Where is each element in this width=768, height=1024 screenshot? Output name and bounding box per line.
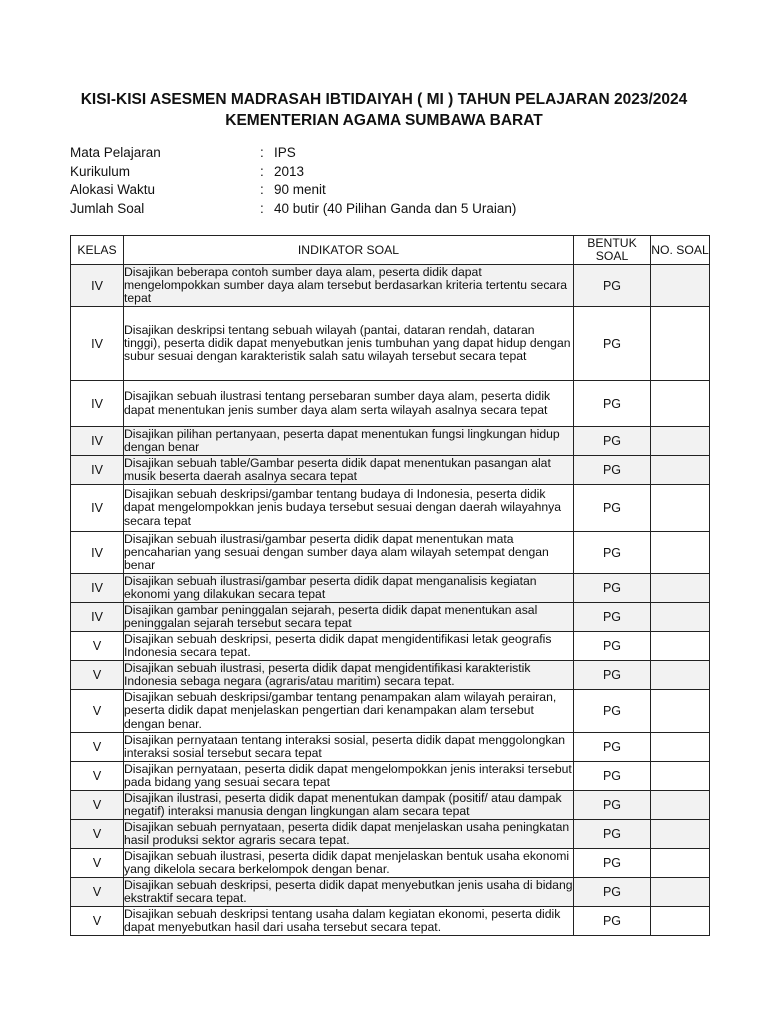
cell-kelas: V: [71, 632, 124, 661]
cell-indikator: Disajikan ilustrasi, peserta didik dapat menentukan dampak (positif/ atau dampak negatif) interaksi manusia dengan lingkungan alam secara tepat: [124, 791, 574, 820]
cell-indikator: Disajikan gambar peninggalan sejarah, peserta didik dapat menentukan asal peninggalan sejarah tersebut secara tepat: [124, 603, 574, 632]
cell-no-soal: [651, 456, 710, 485]
document-title: [0, 89, 768, 131]
table-row: [71, 907, 710, 936]
header-bentuk: BENTUK SOAL: [574, 236, 651, 265]
cell-bentuk: PG: [574, 381, 651, 427]
cell-bentuk: PG: [574, 907, 651, 936]
table-body: [71, 265, 710, 936]
table-row: [71, 661, 710, 690]
table-row: [71, 574, 710, 603]
table-header-row: [71, 236, 710, 265]
cell-bentuk: PG: [574, 532, 651, 574]
cell-bentuk: PG: [574, 456, 651, 485]
table-row: [71, 603, 710, 632]
meta-colon: :: [260, 163, 264, 179]
cell-kelas: IV: [71, 532, 124, 574]
meta-label: Mata Pelajaran: [70, 145, 161, 160]
meta-value: 90 menit: [274, 182, 326, 198]
cell-no-soal: [651, 907, 710, 936]
cell-no-soal: [651, 661, 710, 690]
meta-value: 2013: [274, 163, 305, 179]
cell-no-soal: [651, 762, 710, 791]
cell-kelas: IV: [71, 381, 124, 427]
title-line-1: KISI-KISI ASESMEN MADRASAH IBTIDAIYAH ( MI ) TAHUN PELAJARAN 2023/2024: [80, 91, 688, 108]
header-no: NO. SOAL: [651, 236, 710, 265]
table-row: [71, 532, 710, 574]
cell-bentuk: PG: [574, 878, 651, 907]
cell-no-soal: [651, 307, 710, 381]
meta-value: IPS: [274, 145, 296, 160]
cell-no-soal: [651, 532, 710, 574]
cell-indikator: Disajikan sebuah deskripsi tentang usaha dalam kegiatan ekonomi, peserta didik dapat menyebutkan hasil dari usaha tersebut secara tepat.: [124, 907, 574, 936]
cell-kelas: V: [71, 690, 124, 733]
cell-indikator: Disajikan sebuah ilustrasi, peserta didik dapat menjelaskan bentuk usaha ekonomi yang dikelola secara berkelompok dengan benar.: [124, 849, 574, 878]
cell-indikator: Disajikan deskripsi tentang sebuah wilayah (pantai, dataran rendah, dataran tinggi), peserta didik dapat menyebutkan jenis tumbuhan yang dapat hidup dengan subur sesuai dengan karakteristik salah satu wilayah tersebut secara tepat: [124, 307, 574, 381]
cell-no-soal: [651, 574, 710, 603]
table-row: [71, 733, 710, 762]
cell-indikator: Disajikan sebuah ilustrasi, peserta didik dapat mengidentifikasi karakteristik Indonesia sebaga negara (agraris/atau maritim) secara tepat.: [124, 661, 574, 690]
cell-no-soal: [651, 381, 710, 427]
cell-kelas: V: [71, 907, 124, 936]
cell-bentuk: PG: [574, 574, 651, 603]
cell-indikator: Disajikan sebuah deskripsi, peserta didik dapat menyebutkan jenis usaha di bidang ekstraktif secara tepat.: [124, 877, 573, 905]
cell-no-soal: [651, 427, 710, 456]
table-row: [71, 307, 710, 381]
cell-kelas: IV: [71, 574, 124, 603]
cell-bentuk: PG: [574, 307, 651, 381]
cell-no-soal: [651, 265, 710, 307]
cell-bentuk: PG: [574, 733, 651, 762]
cell-bentuk: PG: [574, 762, 651, 791]
table-row: [71, 820, 710, 849]
table-row: [71, 762, 710, 791]
meta-row-subject: [70, 144, 516, 163]
cell-bentuk: PG: [574, 849, 651, 878]
cell-bentuk: PG: [574, 603, 651, 632]
table-row: [71, 265, 710, 307]
cell-bentuk: PG: [574, 690, 651, 733]
meta-colon: :: [260, 145, 264, 160]
cell-indikator: Disajikan sebuah deskripsi/gambar tentang budaya di Indonesia, peserta didik dapat mengelompokkan jenis budaya tersebut sesuai dengan daerah wilayahnya secara tepat: [124, 485, 574, 532]
table-row: [71, 878, 710, 907]
cell-bentuk: PG: [574, 265, 651, 307]
cell-bentuk: PG: [574, 820, 651, 849]
document-meta: [70, 144, 516, 219]
cell-no-soal: [651, 632, 710, 661]
title-line-2: KEMENTERIAN AGAMA SUMBAWA BARAT: [225, 112, 543, 129]
cell-kelas: V: [71, 849, 124, 878]
cell-indikator: Disajikan beberapa contoh sumber daya alam, peserta didik dapat mengelompokkan sumber daya alam tersebut berdasarkan kriteria tertentu secara tepat: [124, 265, 574, 307]
cell-kelas: IV: [71, 427, 124, 456]
header-kelas: KELAS: [71, 236, 124, 265]
meta-row-count: [70, 200, 516, 219]
cell-no-soal: [651, 820, 710, 849]
meta-label: Kurikulum: [70, 163, 131, 179]
table-row: [71, 456, 710, 485]
cell-indikator: Disajikan pernyataan tentang interaksi sosial, peserta didik dapat menggolongkan interaksi sosial tersebut secara tepat: [124, 733, 574, 762]
cell-no-soal: [651, 733, 710, 762]
table-row: [71, 849, 710, 878]
cell-no-soal: [651, 791, 710, 820]
cell-kelas: V: [71, 733, 124, 762]
meta-colon: :: [260, 201, 264, 217]
cell-indikator: Disajikan sebuah pernyataan, peserta didik dapat menjelaskan usaha peningkatan hasil produksi sektor agraris secara tepat.: [124, 820, 574, 849]
cell-no-soal: [651, 849, 710, 878]
cell-indikator: Disajikan sebuah ilustrasi tentang persebaran sumber daya alam, peserta didik dapat menentukan jenis sumber daya alam serta wilayah asalnya secara tepat: [124, 381, 574, 427]
table-row: [71, 791, 710, 820]
indicator-table: [70, 235, 710, 936]
cell-kelas: IV: [71, 603, 124, 632]
cell-kelas: IV: [71, 307, 124, 381]
cell-indikator: Disajikan pernyataan, peserta didik dapat mengelompokkan jenis interaksi tersebut pada bidang yang sesuai secara tepat: [124, 761, 572, 789]
cell-no-soal: [651, 878, 710, 907]
table-row: [71, 690, 710, 733]
cell-kelas: IV: [71, 456, 124, 485]
cell-indikator: Disajikan sebuah deskripsi/gambar tentang penampakan alam wilayah perairan, peserta didik dapat menjelaskan pengertian dari kenampakan alam tersebut dengan benar.: [124, 690, 574, 733]
cell-bentuk: PG: [574, 485, 651, 532]
meta-colon: :: [260, 182, 264, 198]
cell-bentuk: PG: [574, 661, 651, 690]
meta-row-curriculum: [70, 163, 516, 182]
cell-indikator: Disajikan sebuah ilustrasi/gambar peserta didik dapat menganalisis kegiatan ekonomi yang dilakukan secara tepat: [124, 574, 574, 603]
cell-bentuk: PG: [574, 632, 651, 661]
meta-label: Alokasi Waktu: [70, 182, 156, 198]
cell-no-soal: [651, 690, 710, 733]
cell-kelas: V: [71, 661, 124, 690]
cell-indikator: Disajikan pilihan pertanyaan, peserta dapat menentukan fungsi lingkungan hidup dengan benar: [124, 427, 574, 456]
meta-row-time: [70, 181, 516, 200]
meta-label: Jumlah Soal: [70, 201, 145, 217]
cell-kelas: V: [71, 762, 124, 791]
cell-bentuk: PG: [574, 791, 651, 820]
table-row: [71, 381, 710, 427]
cell-indikator: Disajikan sebuah deskripsi, peserta didik dapat mengidentifikasi letak geografis Indonesia secara tepat.: [124, 632, 574, 661]
table-row: [71, 427, 710, 456]
cell-kelas: V: [71, 878, 124, 907]
cell-kelas: IV: [71, 485, 124, 532]
cell-no-soal: [651, 485, 710, 532]
table-row: [71, 485, 710, 532]
cell-indikator: Disajikan sebuah ilustrasi/gambar peserta didik dapat menentukan mata pencaharian yang sesuai dengan sumber daya alam wilayah setempat dengan benar: [124, 532, 574, 574]
header-indikator: INDIKATOR SOAL: [124, 236, 574, 265]
cell-indikator: Disajikan sebuah table/Gambar peserta didik dapat menentukan pasangan alat musik beserta daerah asalnya secara tepat: [124, 456, 574, 485]
cell-bentuk: PG: [574, 427, 651, 456]
meta-value: 40 butir (40 Pilihan Ganda dan 5 Uraian): [274, 201, 517, 217]
cell-no-soal: [651, 603, 710, 632]
cell-kelas: IV: [71, 265, 124, 307]
table-row: [71, 632, 710, 661]
cell-kelas: V: [71, 820, 124, 849]
cell-kelas: V: [71, 791, 124, 820]
